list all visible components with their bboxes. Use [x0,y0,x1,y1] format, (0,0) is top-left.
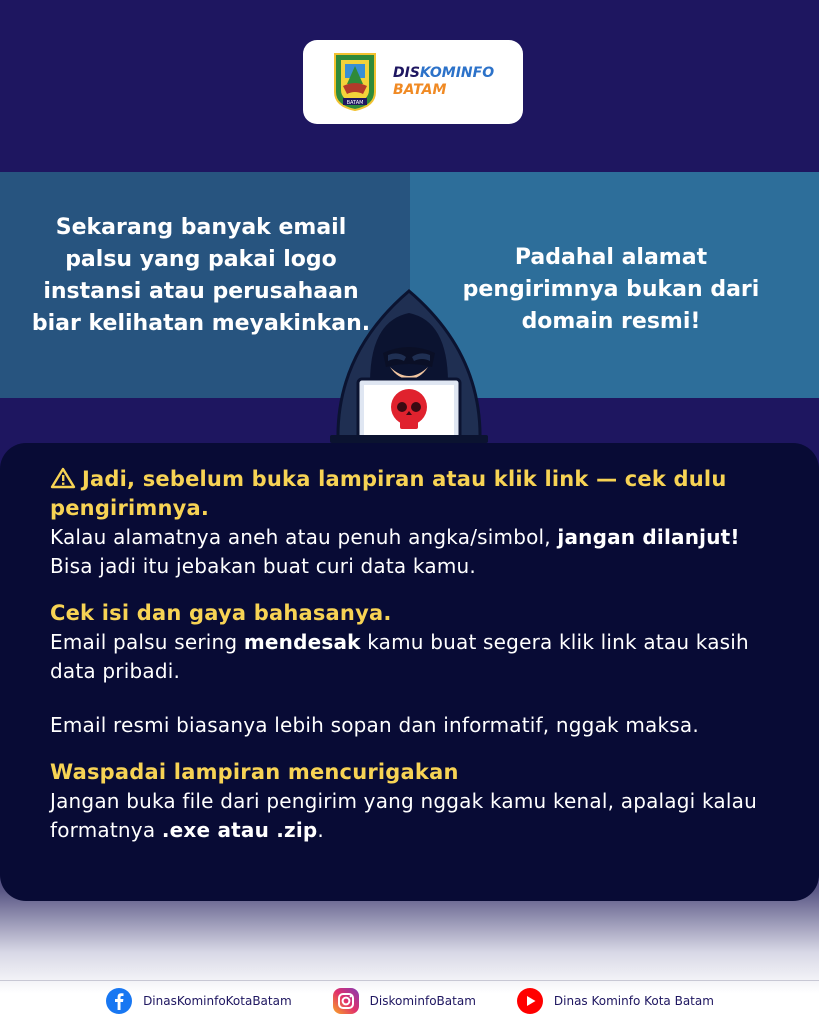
youtube-link[interactable] [516,987,714,1015]
warning-icon [50,467,76,489]
tip3-text-bold: .exe atau .zip [161,818,318,842]
tip1-text-c: Bisa jadi itu jebakan buat curi data kamu. [50,554,476,578]
tip1-text-a: Kalau alamatnya aneh atau penuh angka/simbol, [50,525,558,549]
tip3-body [50,787,789,845]
tips-card [0,443,819,901]
youtube-icon [516,987,544,1015]
brand-dis: DIS [393,65,420,81]
instagram-handle: DiskominfoBatam [369,994,476,1008]
tip3-text-a: Jangan buka file dari pengirim yang nggak kamu kenal, apalagi kalau formatnya [50,789,757,842]
tip2-note: Email resmi biasanya lebih sopan dan informatif, nggak maksa. [50,713,699,737]
band-left-text: Sekarang banyak email palsu yang pakai logo instansi atau perusahaan biar kelihatan meyakinkan. [31,215,371,336]
emblem-caption: BATAM [346,100,364,106]
tip2-body [50,628,789,686]
tip2-text-c: kamu buat segera klik link atau kasih data pribadi. [50,630,749,683]
tip1-text-bold: jangan dilanjut! [557,525,740,549]
tip2-text-a: Email palsu sering [50,630,244,654]
tip1-heading-text: Jadi, sebelum buka lampiran atau klik link — cek dulu pengirimnya. [50,467,727,520]
tip1-heading [50,465,789,523]
tip3-heading: Waspadai lampiran mencurigakan [50,760,459,784]
tip2-text-bold: mendesak [243,630,361,654]
tip2-heading: Cek isi dan gaya bahasanya. [50,601,392,625]
hacker-illustration [328,283,490,445]
tip1-body [50,523,789,581]
tip3-text-c: . [317,818,324,842]
instagram-link[interactable] [332,987,476,1015]
youtube-channel: Dinas Kominfo Kota Batam [553,994,714,1008]
instagram-icon [332,987,360,1015]
facebook-icon [105,987,133,1015]
band-right-text: Padahal alamat pengirimnya bukan dari domain resmi! [462,245,760,334]
social-footer [0,980,819,1021]
brand-batam: BATAM [393,82,447,98]
brand-kominfo: KOMINFO [419,65,495,81]
facebook-handle: DinasKominfoKotaBatam [143,994,292,1008]
batam-emblem-icon [333,52,377,112]
facebook-link[interactable] [105,987,292,1015]
brand-wordmark [393,65,494,99]
logo-card [303,40,523,124]
